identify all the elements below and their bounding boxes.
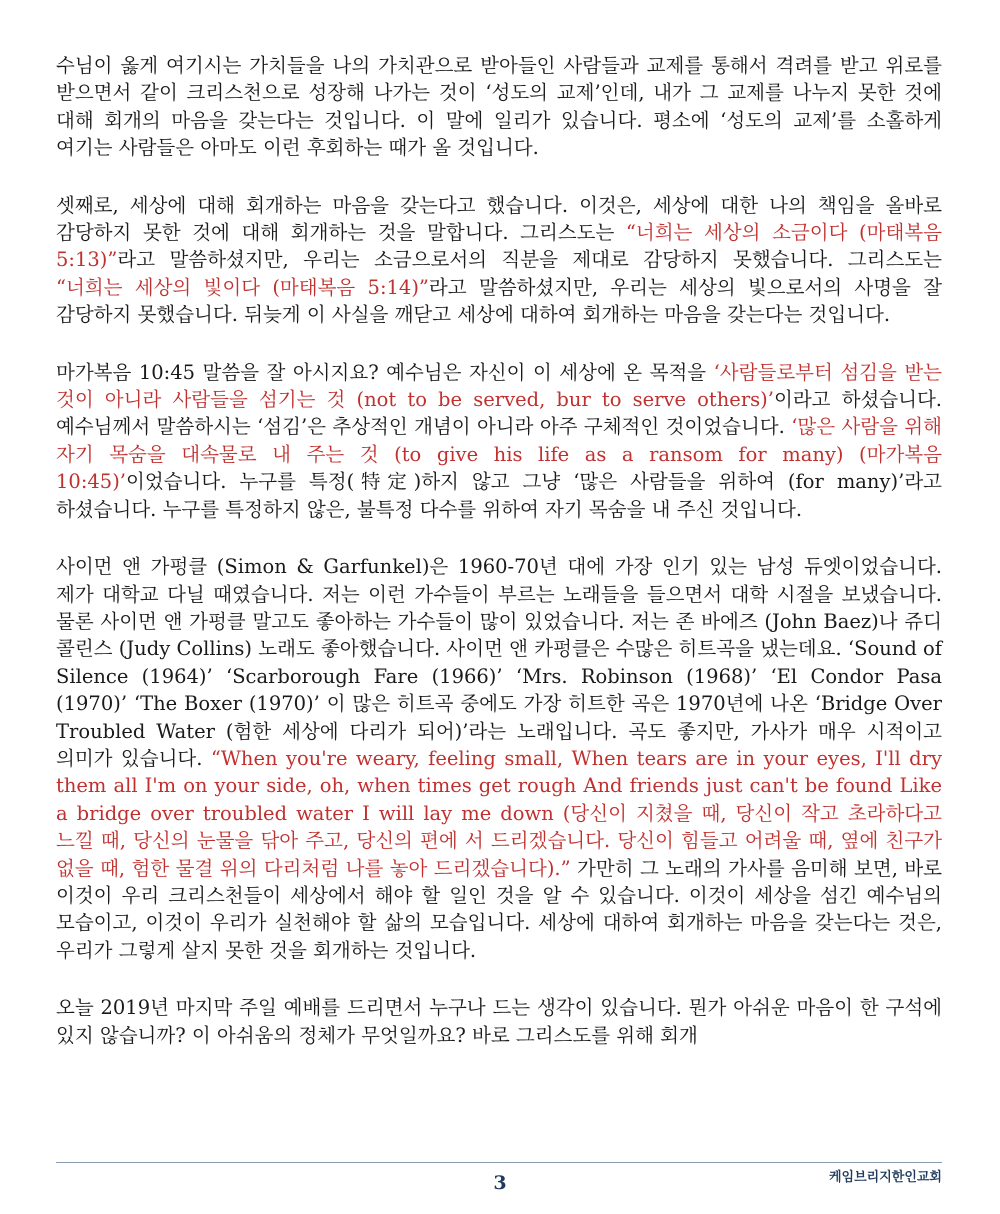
paragraph-third-repentance-world xyxy=(56,192,942,329)
footer-divider xyxy=(56,1162,942,1163)
text-segment: 수님이 옳게 여기시는 가치들을 나의 가치관으로 받아들인 사람들과 교제를 통해서 격려를 받고 위로를 받으면서 같이 크리스천으로 성장해 나가는 것이 ‘성도의 교제’인데, 내가 그 교제를 나누지 못한 것에 대해 회개의 마음을 갖는다는 것입니다. 이 말에 일리가 있습니다. 평소에 ‘성도의 교제’를 소홀하게 여기는 사람들은 아마도 이런 후회하는 때가 올 것입니다. xyxy=(56,54,942,160)
text-segment: 사이먼 앤 가펑클 (Simon & Garfunkel)은 1960-70년 대에 가장 인기 있는 남성 듀엣이었습니다. 제가 대학교 다닐 때였습니다. 저는 이런 가수들이 부르는 노래들을 들으면서 대학 시절을 보냈습니다. 물론 사이먼 앤 가펑클 말고도 좋아하는 가수들이 많이 있었습니다. 저는 존 바에즈 (John Baez)나 쥬디 콜린스 (Judy Collins) 노래도 좋아했습니다. 사이먼 앤 카펑클은 수많은 히트곡을 냈는데요. ‘Sound of Silence (1964)’ ‘Scarborough Fare (1966)’ ‘Mrs. Robinson (1968)’ ‘El Condor Pasa (1970)’ ‘The Boxer (1970)’ 이 많은 히트곡 중에도 가장 히트한 곡은 1970년에 나온 ‘Bridge Over Troubled Water (험한 세상에 다리가 되어)’라는 노래입니다. 곡도 좋지만, 가사가 매우 시적이고 의미가 있습니다. xyxy=(56,555,942,770)
text-segment: 이라고 하셨습니다. 예수님께서 말씀하시는 ‘섬김’은 추상적인 개념이 아니라 아주 구체적인 것이었습니다. xyxy=(56,388,943,439)
song-lyrics-quote: “When you're weary, feeling small, When tears are in your eyes, I'll dry them all I'm on your side, oh, when times get rough And friends just can't be found Like a bridge over troubled water I will lay me down (당신이 지쳤을 때, 당신이 작고 초라하다고 느낄 때, 당신의 눈물을 닦아 주고, 당신의 편에 서 드리겠습니다. 당신이 힘들고 어려울 때, 옆에 친구가 없을 때, 험한 물결 위의 다리처럼 나를 놓아 드리겠습니다).” xyxy=(56,746,942,880)
paragraph-simon-garfunkel xyxy=(56,553,942,964)
document-body xyxy=(56,52,942,1079)
text-segment: 마가복음 10:45 말씀을 잘 아시지요? 예수님은 자신이 이 세상에 온 목적을 xyxy=(56,360,714,384)
page-number: 3 xyxy=(493,1172,507,1194)
church-name: 케임브리지한인교회 xyxy=(828,1170,942,1185)
paragraph-mark-10-45 xyxy=(56,359,942,523)
text-segment: 이었습니다. 누구를 특정(特定)하지 않고 그냥 ‘많은 사람들을 위하여 (for many)’라고 하셨습니다. 누구를 특정하지 않은, 불특정 다수를 위하여 자기 목숨을 내 주신 것입니다. xyxy=(56,470,942,521)
scripture-quote-ransom: ‘많은 사람을 위해 자기 목숨을 대속물로 내 주는 것 (to give his life as a ransom for many) (마가복음 10:45)’ xyxy=(56,415,942,494)
scripture-quote-light: “너희는 세상의 빛이다 (마태복음 5:14)” xyxy=(56,275,429,299)
text-segment: 셋째로, 세상에 대해 회개하는 마음을 갖는다고 했습니다. 이것은, 세상에 대한 나의 책임을 올바로 감당하지 못한 것에 대해 회개하는 것을 말합니다. 그리스도는 xyxy=(56,193,942,245)
scripture-quote-serve: ‘사람들로부터 섬김을 받는 것이 아니라 사람들을 섬기는 것 (not to be served, bur to serve others)’ xyxy=(56,360,942,412)
text-segment: 오늘 2019년 마지막 주일 예배를 드리면서 누구나 드는 생각이 있습니다. 뭔가 아쉬운 마음이 한 구석에 있지 않습니까? 이 아쉬움의 정체가 무엇일까요? 바로 그리스도를 위해 회개 xyxy=(56,996,942,1047)
paragraph-last-sunday-2019 xyxy=(56,994,942,1049)
scripture-quote-salt: “너희는 세상의 소금이다 (마태복음 5:13)” xyxy=(56,221,942,272)
paragraph-continuation-fellowship xyxy=(56,52,942,162)
text-segment: 라고 말씀하셨지만, 우리는 소금으로서의 직분을 제대로 감당하지 못했습니다. 그리스도는 xyxy=(117,248,942,272)
text-segment: 라고 말씀하셨지만, 우리는 세상의 빛으로서의 사명을 잘 감당하지 못했습니다. 뒤늦게 이 사실을 깨닫고 세상에 대하여 회개하는 마음을 갖는다는 것입니다. xyxy=(56,275,942,327)
text-segment: 가만히 그 노래의 가사를 음미해 보면, 바로 이것이 우리 크리스천들이 세상에서 해야 할 일인 것을 알 수 있습니다. 이것이 세상을 섬긴 예수님의 모습이고, 이것이 우리가 실천해야 할 삶의 모습입니다. 세상에 대하여 회개하는 마음을 갖는다는 것은, 우리가 그렇게 살지 못한 것을 회개하는 것입니다. xyxy=(56,856,942,962)
